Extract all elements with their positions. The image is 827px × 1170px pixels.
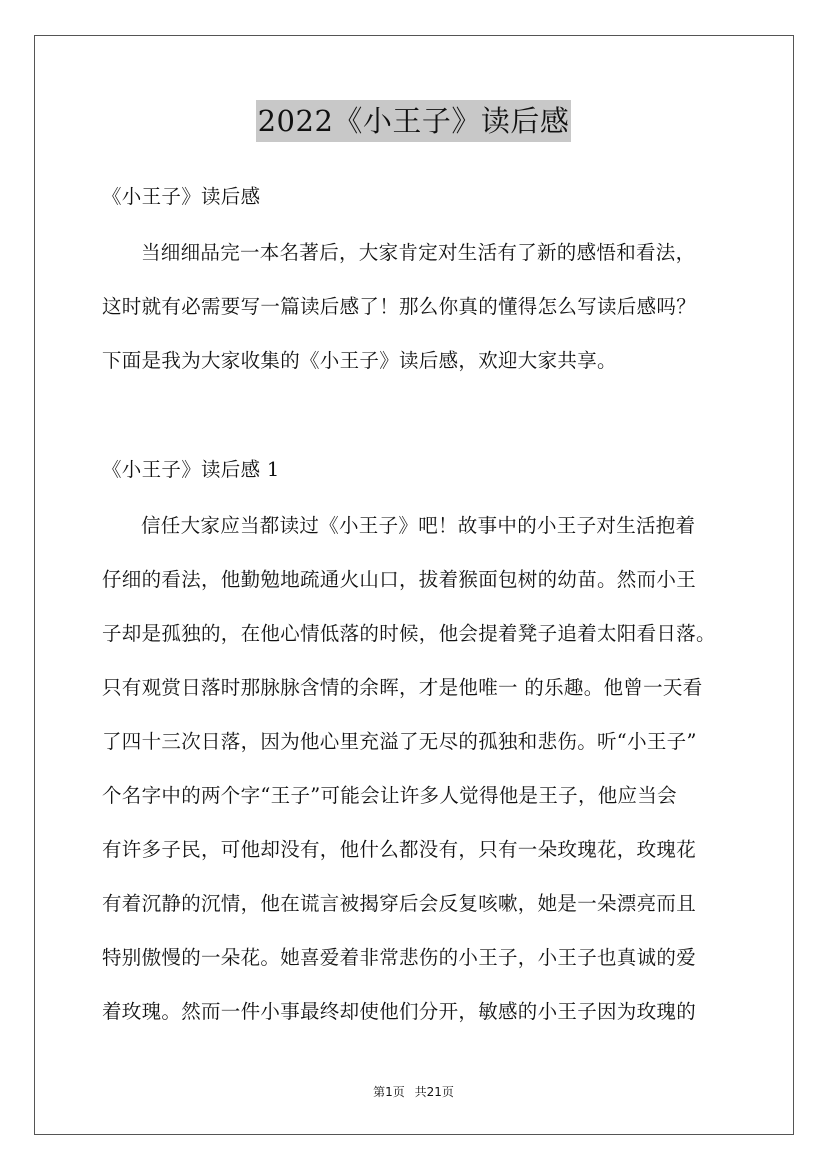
paragraph-line: 仔细的看法，他勤勉地疏通火山口，拔着猴面包树的幼苗。然而小王 [102,568,697,591]
paragraph-line: 信任大家应当都读过《小王子》吧！故事中的小王子对生活抱着 [141,514,696,537]
section-heading: 《小王子》读后感 [102,185,261,208]
title-container [0,100,827,142]
paragraph-line: 了四十三次日落，因为他心里充溢了无尽的孤独和悲伤。听“小王子” [102,730,697,753]
paragraph-line: 下面是我为大家收集的《小王子》读后感，欢迎大家共享。 [102,349,617,372]
page-number: 第1页 [373,1085,405,1099]
paragraph-line: 这时就有必需要写一篇读后感了！那么你真的懂得怎么写读后感吗？ [102,295,697,318]
section-heading: 《小王子》读后感 1 [102,458,280,481]
paragraph-line: 当细细品完一本名著后，大家肯定对生活有了新的感悟和看法， [141,241,696,264]
paragraph-line: 只有观赏日落时那脉脉含情的余晖，才是他唯一 的乐趣。他曾一天看 [102,676,703,699]
paragraph-line: 特别傲慢的一朵花。她喜爱着非常悲伤的小王子，小王子也真诚的爱 [102,946,697,969]
paragraph-line: 有许多子民，可他却没有，他什么都没有，只有一朵玫瑰花，玫瑰花 [102,838,697,861]
paragraph-line: 着玫瑰。然而一件小事最终却使他们分开，敏感的小王子因为玫瑰的 [102,1000,697,1023]
paragraph-line: 个名字中的两个字“王子”可能会让许多人觉得他是王子，他应当会 [102,784,677,807]
page-footer [0,1083,827,1100]
paragraph-line: 子却是孤独的，在他心情低落的时候，他会提着凳子追着太阳看日落。 [102,622,716,645]
page-total: 共21页 [414,1085,454,1099]
document-title: 2022《小王子》读后感 [256,100,572,142]
paragraph-line: 有着沉静的沉情，他在谎言被揭穿后会反复咳嗽，她是一朵漂亮而且 [102,892,697,915]
